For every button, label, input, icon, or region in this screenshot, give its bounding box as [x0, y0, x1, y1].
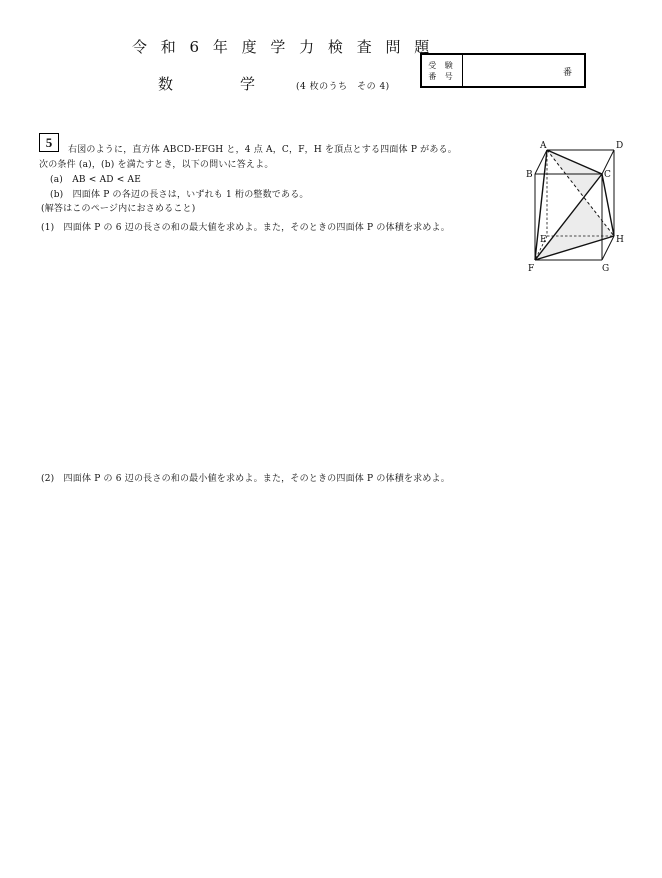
question-intro-line1: 右図のように，直方体 ABCD-EFGH と，4 点 A，C，F，H を頂点とする四面体 P がある。 [68, 145, 457, 155]
sub-question-1: (1) 四面体 P の 6 辺の長さの和の最大値を求めよ。また，そのときの四面体 P の体積を求めよ。 [41, 223, 450, 233]
question-intro-line2: 次の条件 (a)，(b) を満たすとき，以下の問いに答えよ。 [39, 160, 274, 170]
answer-note: (解答はこのページ内におさめること) [41, 204, 196, 214]
exam-number-label [422, 55, 463, 86]
vertex-label-A: A [540, 141, 547, 151]
vertex-label-C: C [604, 170, 611, 180]
exam-number-label-line2: 番 号 [428, 71, 456, 81]
exam-title: 令 和 6 年 度 学 力 検 査 問 題 [132, 38, 434, 56]
cuboid-tetrahedron-figure [520, 136, 630, 276]
vertex-label-H: H [616, 235, 624, 245]
exam-number-box[interactable] [420, 53, 586, 88]
vertex-label-E: E [540, 235, 547, 245]
subject-char-2: 学 [240, 75, 256, 93]
subject-char-1: 数 [158, 75, 174, 93]
sub-question-2: (2) 四面体 P の 6 辺の長さの和の最小値を求めよ。また，そのときの四面体 P の体積を求めよ。 [41, 474, 450, 484]
vertex-label-B: B [526, 170, 533, 180]
condition-b: (b) 四面体 P の各辺の長さは，いずれも 1 桁の整数である。 [50, 190, 309, 200]
sheet-info: (4 枚のうち その 4) [296, 82, 390, 92]
condition-a: (a) AB < AD < AE [50, 175, 142, 185]
exam-number-suffix: 番 [562, 68, 572, 78]
vertex-label-D: D [616, 141, 624, 151]
vertex-label-F: F [528, 264, 535, 274]
question-number: 5 [39, 133, 59, 152]
vertex-label-G: G [602, 264, 610, 274]
exam-number-label-line1: 受 験 [428, 60, 456, 70]
